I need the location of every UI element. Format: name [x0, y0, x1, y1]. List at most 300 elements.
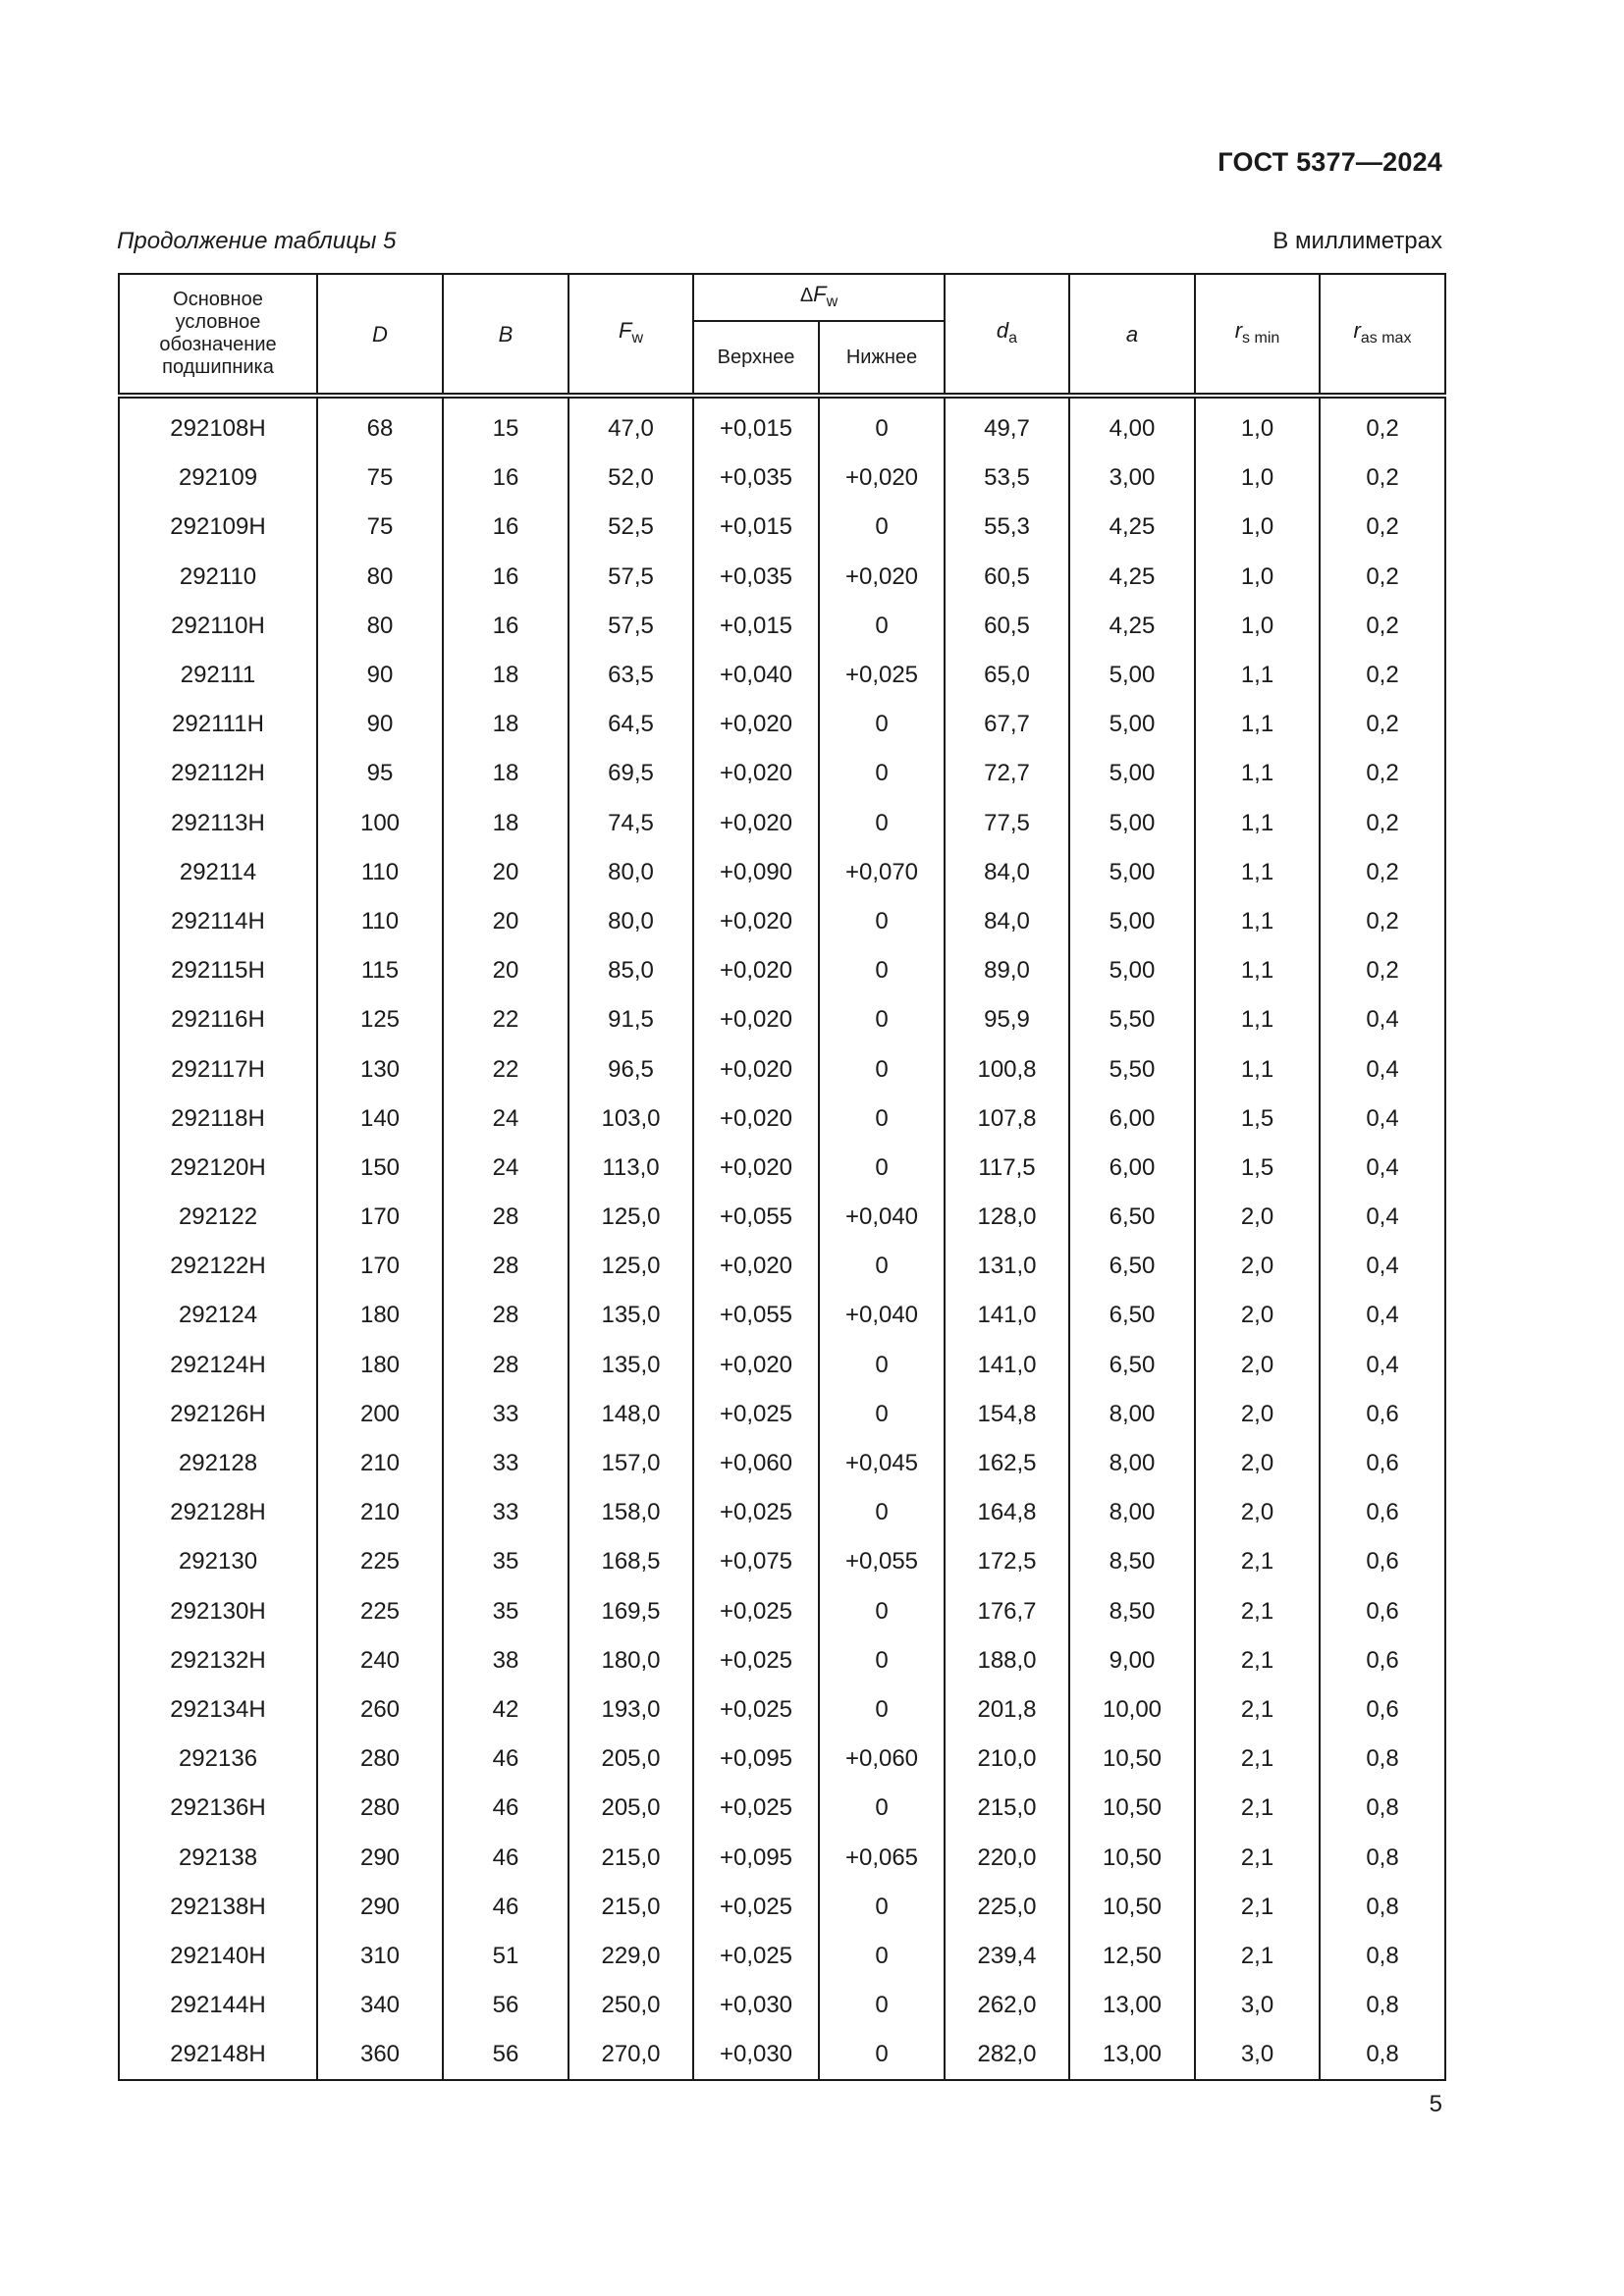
cell-upper-dev: +0,040 [693, 651, 819, 700]
table-row [119, 1488, 1445, 1537]
cell-upper-dev: +0,035 [693, 454, 819, 503]
cell-d-outer: 280 [317, 1784, 443, 1833]
cell-b-width: 33 [443, 1439, 568, 1488]
cell-upper-dev: +0,095 [693, 1735, 819, 1784]
cell-upper-dev: +0,025 [693, 1685, 819, 1735]
cell-d-outer: 68 [317, 396, 443, 454]
cell-ras-max: 0,8 [1320, 1784, 1445, 1833]
cell-da: 60,5 [945, 602, 1069, 651]
cell-ras-max: 0,6 [1320, 1488, 1445, 1537]
cell-rs-min: 1,0 [1195, 602, 1320, 651]
cell-a: 12,50 [1069, 1932, 1195, 1981]
cell-designation: 292144H [119, 1981, 317, 2030]
cell-upper-dev: +0,055 [693, 1291, 819, 1340]
cell-rs-min: 2,1 [1195, 1636, 1320, 1685]
cell-lower-dev: 0 [819, 1784, 945, 1833]
cell-upper-dev: +0,025 [693, 1390, 819, 1439]
cell-designation: 292114 [119, 848, 317, 897]
cell-upper-dev: +0,035 [693, 553, 819, 602]
cell-da: 172,5 [945, 1537, 1069, 1586]
cell-designation: 292124 [119, 1291, 317, 1340]
cell-rs-min: 1,1 [1195, 749, 1320, 798]
cell-ras-max: 0,4 [1320, 1341, 1445, 1390]
cell-ras-max: 0,2 [1320, 749, 1445, 798]
cell-lower-dev: +0,025 [819, 651, 945, 700]
cell-a: 3,00 [1069, 454, 1195, 503]
cell-lower-dev: 0 [819, 995, 945, 1044]
cell-b-width: 18 [443, 799, 568, 848]
cell-d-outer: 290 [317, 1883, 443, 1932]
cell-ras-max: 0,8 [1320, 1981, 1445, 2030]
table-row [119, 1439, 1445, 1488]
cell-b-width: 35 [443, 1537, 568, 1586]
cell-rs-min: 3,0 [1195, 1981, 1320, 2030]
header-delta-fw: $\Delta F_w$ [693, 274, 945, 321]
cell-b-width: 46 [443, 1784, 568, 1833]
cell-fw: 193,0 [568, 1685, 693, 1735]
cell-b-width: 38 [443, 1636, 568, 1685]
cell-upper-dev: +0,020 [693, 1095, 819, 1144]
cell-fw: 47,0 [568, 396, 693, 454]
cell-designation: 292126H [119, 1390, 317, 1439]
cell-lower-dev: +0,060 [819, 1735, 945, 1784]
cell-lower-dev: +0,020 [819, 553, 945, 602]
table-row [119, 848, 1445, 897]
cell-rs-min: 3,0 [1195, 2030, 1320, 2080]
cell-a: 5,50 [1069, 1044, 1195, 1094]
cell-upper-dev: +0,095 [693, 1833, 819, 1882]
table-row [119, 1833, 1445, 1882]
cell-b-width: 18 [443, 749, 568, 798]
table-row [119, 1537, 1445, 1586]
cell-lower-dev: +0,040 [819, 1193, 945, 1242]
cell-a: 13,00 [1069, 2030, 1195, 2080]
cell-da: 49,7 [945, 396, 1069, 454]
table-row [119, 700, 1445, 749]
cell-a: 6,00 [1069, 1095, 1195, 1144]
cell-fw: 57,5 [568, 602, 693, 651]
cell-ras-max: 0,8 [1320, 1883, 1445, 1932]
cell-upper-dev: +0,075 [693, 1537, 819, 1586]
table-row [119, 396, 1445, 454]
cell-upper-dev: +0,025 [693, 1587, 819, 1636]
cell-a: 9,00 [1069, 1636, 1195, 1685]
cell-lower-dev: 0 [819, 799, 945, 848]
cell-upper-dev: +0,015 [693, 396, 819, 454]
cell-fw: 52,0 [568, 454, 693, 503]
cell-fw: 103,0 [568, 1095, 693, 1144]
cell-rs-min: 1,1 [1195, 1044, 1320, 1094]
cell-designation: 292130 [119, 1537, 317, 1586]
cell-a: 6,50 [1069, 1341, 1195, 1390]
cell-rs-min: 2,0 [1195, 1488, 1320, 1537]
cell-designation: 292130H [119, 1587, 317, 1636]
cell-d-outer: 150 [317, 1144, 443, 1193]
cell-upper-dev: +0,025 [693, 1883, 819, 1932]
cell-d-outer: 290 [317, 1833, 443, 1882]
table-row [119, 1883, 1445, 1932]
cell-fw: 80,0 [568, 848, 693, 897]
cell-rs-min: 2,0 [1195, 1193, 1320, 1242]
cell-lower-dev: 0 [819, 1587, 945, 1636]
cell-a: 10,50 [1069, 1735, 1195, 1784]
cell-upper-dev: +0,020 [693, 1044, 819, 1094]
cell-fw: 57,5 [568, 553, 693, 602]
cell-da: 60,5 [945, 553, 1069, 602]
cell-designation: 292118H [119, 1095, 317, 1144]
table-row [119, 651, 1445, 700]
cell-b-width: 42 [443, 1685, 568, 1735]
cell-b-width: 16 [443, 454, 568, 503]
cell-da: 55,3 [945, 503, 1069, 552]
table-row [119, 897, 1445, 946]
cell-designation: 292136 [119, 1735, 317, 1784]
cell-designation: 292110H [119, 602, 317, 651]
cell-ras-max: 0,6 [1320, 1390, 1445, 1439]
cell-a: 5,50 [1069, 995, 1195, 1044]
table-continuation-caption: Продолжение таблицы 5 [117, 228, 397, 254]
cell-b-width: 46 [443, 1735, 568, 1784]
cell-rs-min: 1,5 [1195, 1144, 1320, 1193]
cell-d-outer: 80 [317, 553, 443, 602]
cell-fw: 215,0 [568, 1883, 693, 1932]
table-row [119, 2030, 1445, 2080]
cell-upper-dev: +0,020 [693, 749, 819, 798]
table-row [119, 503, 1445, 552]
cell-d-outer: 90 [317, 651, 443, 700]
cell-lower-dev: 0 [819, 1144, 945, 1193]
cell-a: 10,50 [1069, 1784, 1195, 1833]
cell-upper-dev: +0,055 [693, 1193, 819, 1242]
cell-d-outer: 75 [317, 454, 443, 503]
cell-lower-dev: 0 [819, 503, 945, 552]
cell-d-outer: 260 [317, 1685, 443, 1735]
cell-rs-min: 1,5 [1195, 1095, 1320, 1144]
table-row [119, 995, 1445, 1044]
cell-d-outer: 225 [317, 1537, 443, 1586]
cell-designation: 292111 [119, 651, 317, 700]
cell-upper-dev: +0,060 [693, 1439, 819, 1488]
cell-da: 89,0 [945, 946, 1069, 995]
cell-rs-min: 2,1 [1195, 1735, 1320, 1784]
cell-lower-dev: +0,070 [819, 848, 945, 897]
table-row [119, 1636, 1445, 1685]
cell-d-outer: 225 [317, 1587, 443, 1636]
cell-a: 5,00 [1069, 651, 1195, 700]
cell-a: 5,00 [1069, 848, 1195, 897]
cell-fw: 168,5 [568, 1537, 693, 1586]
cell-rs-min: 2,1 [1195, 1883, 1320, 1932]
cell-fw: 52,5 [568, 503, 693, 552]
cell-b-width: 18 [443, 651, 568, 700]
cell-a: 5,00 [1069, 897, 1195, 946]
page-number: 5 [1429, 2091, 1442, 2117]
cell-designation: 292112H [119, 749, 317, 798]
cell-ras-max: 0,2 [1320, 799, 1445, 848]
cell-da: 239,4 [945, 1932, 1069, 1981]
cell-da: 176,7 [945, 1587, 1069, 1636]
cell-fw: 113,0 [568, 1144, 693, 1193]
cell-designation: 292128H [119, 1488, 317, 1537]
cell-ras-max: 0,2 [1320, 553, 1445, 602]
cell-da: 162,5 [945, 1439, 1069, 1488]
cell-ras-max: 0,6 [1320, 1439, 1445, 1488]
cell-lower-dev: +0,040 [819, 1291, 945, 1340]
cell-b-width: 33 [443, 1390, 568, 1439]
cell-designation: 292109 [119, 454, 317, 503]
cell-ras-max: 0,6 [1320, 1636, 1445, 1685]
cell-fw: 74,5 [568, 799, 693, 848]
cell-d-outer: 240 [317, 1636, 443, 1685]
cell-lower-dev: 0 [819, 946, 945, 995]
cell-b-width: 56 [443, 2030, 568, 2080]
table-row [119, 454, 1445, 503]
cell-upper-dev: +0,025 [693, 1636, 819, 1685]
cell-ras-max: 0,4 [1320, 1193, 1445, 1242]
cell-designation: 292124H [119, 1341, 317, 1390]
cell-da: 225,0 [945, 1883, 1069, 1932]
cell-ras-max: 0,4 [1320, 1291, 1445, 1340]
cell-ras-max: 0,8 [1320, 1932, 1445, 1981]
cell-b-width: 20 [443, 897, 568, 946]
cell-b-width: 16 [443, 503, 568, 552]
table-row [119, 1390, 1445, 1439]
cell-ras-max: 0,8 [1320, 1735, 1445, 1784]
table-row [119, 602, 1445, 651]
cell-fw: 80,0 [568, 897, 693, 946]
cell-d-outer: 170 [317, 1193, 443, 1242]
cell-a: 4,25 [1069, 553, 1195, 602]
header-designation: Основное условное обозначение подшипника [119, 274, 317, 396]
cell-lower-dev: 0 [819, 1488, 945, 1537]
cell-designation: 292138 [119, 1833, 317, 1882]
cell-d-outer: 210 [317, 1488, 443, 1537]
cell-fw: 148,0 [568, 1390, 693, 1439]
header-rs-min: $r_{s min}$ [1195, 274, 1320, 396]
header-d-outer: D [317, 274, 443, 396]
cell-lower-dev: +0,020 [819, 454, 945, 503]
cell-ras-max: 0,8 [1320, 2030, 1445, 2080]
cell-a: 4,00 [1069, 396, 1195, 454]
cell-lower-dev: 0 [819, 1044, 945, 1094]
cell-b-width: 24 [443, 1095, 568, 1144]
cell-ras-max: 0,8 [1320, 1833, 1445, 1882]
table-row [119, 1587, 1445, 1636]
cell-designation: 292114H [119, 897, 317, 946]
cell-b-width: 28 [443, 1242, 568, 1291]
cell-rs-min: 2,1 [1195, 1833, 1320, 1882]
cell-designation: 292113H [119, 799, 317, 848]
cell-designation: 292140H [119, 1932, 317, 1981]
cell-designation: 292138H [119, 1883, 317, 1932]
cell-rs-min: 1,0 [1195, 553, 1320, 602]
cell-a: 5,00 [1069, 799, 1195, 848]
cell-b-width: 56 [443, 1981, 568, 2030]
cell-upper-dev: +0,020 [693, 799, 819, 848]
cell-da: 107,8 [945, 1095, 1069, 1144]
cell-da: 84,0 [945, 897, 1069, 946]
cell-fw: 270,0 [568, 2030, 693, 2080]
cell-upper-dev: +0,020 [693, 897, 819, 946]
table-row [119, 1144, 1445, 1193]
header-upper-deviation: Верхнее [693, 321, 819, 396]
cell-b-width: 24 [443, 1144, 568, 1193]
cell-da: 282,0 [945, 2030, 1069, 2080]
cell-designation: 292108H [119, 396, 317, 454]
cell-upper-dev: +0,025 [693, 1784, 819, 1833]
cell-ras-max: 0,2 [1320, 651, 1445, 700]
cell-lower-dev: 0 [819, 1932, 945, 1981]
cell-b-width: 28 [443, 1193, 568, 1242]
cell-fw: 135,0 [568, 1291, 693, 1340]
cell-a: 10,50 [1069, 1833, 1195, 1882]
cell-da: 67,7 [945, 700, 1069, 749]
cell-d-outer: 180 [317, 1341, 443, 1390]
cell-lower-dev: 0 [819, 700, 945, 749]
cell-designation: 292122 [119, 1193, 317, 1242]
cell-fw: 96,5 [568, 1044, 693, 1094]
cell-b-width: 16 [443, 602, 568, 651]
cell-fw: 85,0 [568, 946, 693, 995]
cell-ras-max: 0,6 [1320, 1537, 1445, 1586]
document-code: ГОСТ 5377—2024 [1218, 147, 1442, 177]
cell-fw: 63,5 [568, 651, 693, 700]
cell-upper-dev: +0,030 [693, 2030, 819, 2080]
cell-fw: 215,0 [568, 1833, 693, 1882]
table-row [119, 1932, 1445, 1981]
cell-b-width: 20 [443, 848, 568, 897]
cell-lower-dev: 0 [819, 1095, 945, 1144]
cell-a: 6,50 [1069, 1291, 1195, 1340]
cell-d-outer: 130 [317, 1044, 443, 1094]
table-row [119, 946, 1445, 995]
cell-rs-min: 2,0 [1195, 1390, 1320, 1439]
cell-a: 13,00 [1069, 1981, 1195, 2030]
header-ras-max: $r_{as max}$ [1320, 274, 1445, 396]
cell-d-outer: 110 [317, 897, 443, 946]
cell-a: 6,50 [1069, 1193, 1195, 1242]
cell-da: 77,5 [945, 799, 1069, 848]
cell-upper-dev: +0,090 [693, 848, 819, 897]
cell-fw: 64,5 [568, 700, 693, 749]
cell-da: 72,7 [945, 749, 1069, 798]
cell-upper-dev: +0,025 [693, 1488, 819, 1537]
cell-ras-max: 0,2 [1320, 848, 1445, 897]
cell-ras-max: 0,2 [1320, 454, 1445, 503]
table-row [119, 1981, 1445, 2030]
cell-designation: 292122H [119, 1242, 317, 1291]
cell-ras-max: 0,4 [1320, 1095, 1445, 1144]
cell-rs-min: 1,1 [1195, 995, 1320, 1044]
cell-d-outer: 125 [317, 995, 443, 1044]
cell-b-width: 35 [443, 1587, 568, 1636]
cell-rs-min: 2,1 [1195, 1537, 1320, 1586]
cell-lower-dev: +0,065 [819, 1833, 945, 1882]
cell-da: 215,0 [945, 1784, 1069, 1833]
cell-designation: 292128 [119, 1439, 317, 1488]
cell-da: 201,8 [945, 1685, 1069, 1735]
cell-ras-max: 0,4 [1320, 1242, 1445, 1291]
table-row [119, 1341, 1445, 1390]
cell-d-outer: 200 [317, 1390, 443, 1439]
cell-ras-max: 0,2 [1320, 897, 1445, 946]
bearing-dimensions-table [118, 273, 1446, 2081]
cell-designation: 292110 [119, 553, 317, 602]
cell-d-outer: 170 [317, 1242, 443, 1291]
cell-designation: 292132H [119, 1636, 317, 1685]
cell-lower-dev: 0 [819, 897, 945, 946]
cell-rs-min: 1,1 [1195, 799, 1320, 848]
cell-b-width: 15 [443, 396, 568, 454]
table-row [119, 1735, 1445, 1784]
cell-d-outer: 75 [317, 503, 443, 552]
units-caption: В миллиметрах [1272, 228, 1442, 254]
cell-d-outer: 280 [317, 1735, 443, 1784]
cell-a: 5,00 [1069, 946, 1195, 995]
cell-a: 5,00 [1069, 700, 1195, 749]
header-b-width: B [443, 274, 568, 396]
cell-ras-max: 0,2 [1320, 946, 1445, 995]
cell-designation: 292134H [119, 1685, 317, 1735]
cell-da: 95,9 [945, 995, 1069, 1044]
cell-d-outer: 100 [317, 799, 443, 848]
header-fw: $F_w$ [568, 274, 693, 396]
cell-lower-dev: 0 [819, 1685, 945, 1735]
cell-designation: 292120H [119, 1144, 317, 1193]
cell-d-outer: 80 [317, 602, 443, 651]
cell-rs-min: 1,1 [1195, 651, 1320, 700]
cell-d-outer: 210 [317, 1439, 443, 1488]
cell-a: 8,00 [1069, 1488, 1195, 1537]
cell-rs-min: 2,0 [1195, 1439, 1320, 1488]
table-row [119, 1685, 1445, 1735]
cell-b-width: 46 [443, 1883, 568, 1932]
cell-a: 5,00 [1069, 749, 1195, 798]
cell-rs-min: 2,1 [1195, 1784, 1320, 1833]
cell-b-width: 33 [443, 1488, 568, 1537]
cell-da: 154,8 [945, 1390, 1069, 1439]
cell-upper-dev: +0,025 [693, 1932, 819, 1981]
cell-lower-dev: 0 [819, 1981, 945, 2030]
cell-fw: 125,0 [568, 1193, 693, 1242]
cell-b-width: 22 [443, 995, 568, 1044]
cell-ras-max: 0,2 [1320, 602, 1445, 651]
cell-upper-dev: +0,020 [693, 700, 819, 749]
cell-designation: 292116H [119, 995, 317, 1044]
cell-ras-max: 0,2 [1320, 396, 1445, 454]
cell-upper-dev: +0,020 [693, 1144, 819, 1193]
cell-fw: 169,5 [568, 1587, 693, 1636]
cell-fw: 91,5 [568, 995, 693, 1044]
cell-designation: 292117H [119, 1044, 317, 1094]
cell-b-width: 46 [443, 1833, 568, 1882]
cell-b-width: 20 [443, 946, 568, 995]
cell-d-outer: 180 [317, 1291, 443, 1340]
cell-fw: 125,0 [568, 1242, 693, 1291]
table-row [119, 1291, 1445, 1340]
cell-da: 131,0 [945, 1242, 1069, 1291]
cell-da: 141,0 [945, 1291, 1069, 1340]
header-a: a [1069, 274, 1195, 396]
cell-d-outer: 90 [317, 700, 443, 749]
cell-lower-dev: 0 [819, 1883, 945, 1932]
cell-b-width: 28 [443, 1291, 568, 1340]
cell-b-width: 22 [443, 1044, 568, 1094]
cell-a: 8,00 [1069, 1390, 1195, 1439]
cell-da: 117,5 [945, 1144, 1069, 1193]
cell-d-outer: 140 [317, 1095, 443, 1144]
table-body [119, 396, 1445, 2080]
